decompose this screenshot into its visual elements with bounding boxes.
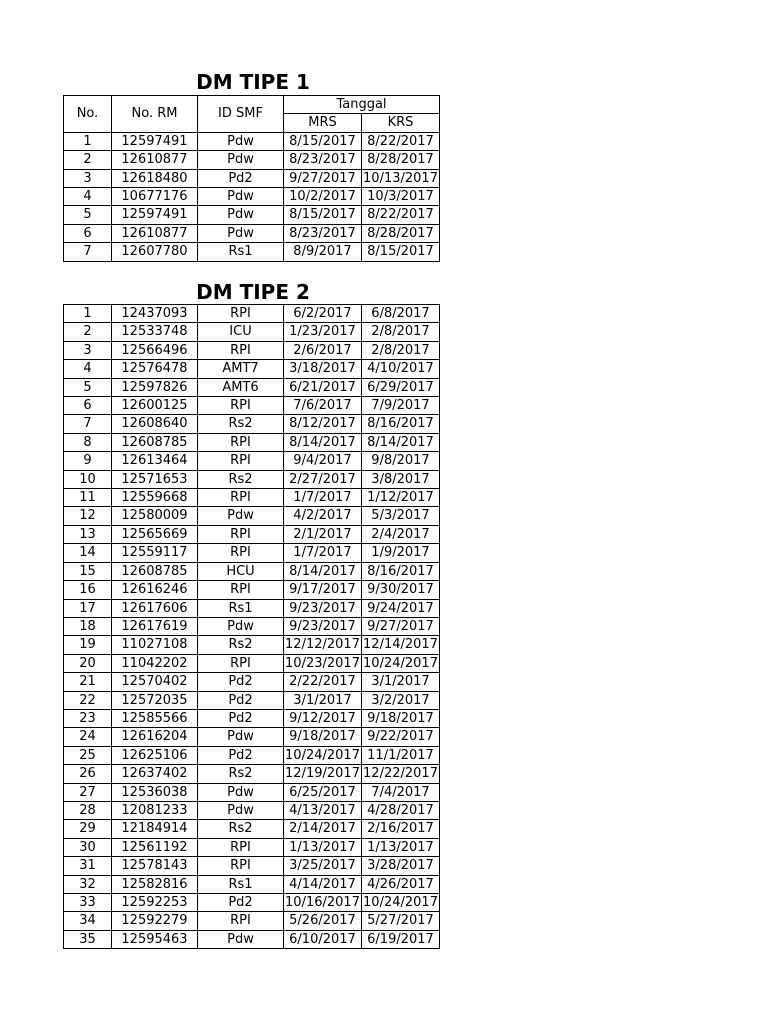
cell-krs: 10/13/2017 <box>363 170 438 186</box>
cell-id-smf: RPI <box>198 305 284 323</box>
cell-mrs: 1/13/2017 <box>284 838 362 856</box>
cell-no-rm: 12637402 <box>112 765 198 783</box>
cell-id-smf: Pdw <box>198 783 284 801</box>
cell-krs: 12/22/2017 <box>363 766 438 782</box>
cell-no-rm: 12565669 <box>112 525 198 543</box>
cell-no-rm: 12578143 <box>112 857 198 875</box>
cell-mrs: 9/17/2017 <box>284 581 362 599</box>
cell-no-rm: 12536038 <box>112 783 198 801</box>
table-row <box>64 433 440 451</box>
cell-id-smf: Rs2 <box>198 820 284 838</box>
cell-no: 1 <box>64 132 112 150</box>
cell-id-smf: AMT7 <box>198 360 284 378</box>
cell-no-rm: 12184914 <box>112 820 198 838</box>
cell-id-smf: RPI <box>198 838 284 856</box>
cell-no-rm: 12081233 <box>112 801 198 819</box>
cell-mrs: 8/15/2017 <box>284 206 362 224</box>
table-row <box>64 206 440 224</box>
cell-krs: 8/22/2017 <box>362 206 440 224</box>
cell-mrs: 6/2/2017 <box>284 305 362 323</box>
cell-mrs: 3/18/2017 <box>284 360 362 378</box>
cell-krs: 3/28/2017 <box>362 857 440 875</box>
cell-no: 24 <box>64 728 112 746</box>
cell-krs: 2/8/2017 <box>362 323 440 341</box>
cell-no: 14 <box>64 544 112 562</box>
cell-id-smf: Rs2 <box>198 636 284 654</box>
cell-no-rm: 12616204 <box>112 728 198 746</box>
cell-id-smf: RPI <box>198 433 284 451</box>
header-krs: KRS <box>362 114 440 132</box>
cell-no-rm: 12597491 <box>112 206 198 224</box>
cell-id-smf: Pd2 <box>198 709 284 727</box>
table-row <box>64 378 440 396</box>
table-row <box>64 507 440 525</box>
cell-no: 15 <box>64 562 112 580</box>
cell-mrs: 3/1/2017 <box>284 691 362 709</box>
cell-id-smf: Rs2 <box>198 415 284 433</box>
cell-id-smf: Pdw <box>198 151 284 169</box>
cell-no: 1 <box>64 305 112 323</box>
cell-no-rm: 12571653 <box>112 470 198 488</box>
cell-krs: 9/22/2017 <box>362 728 440 746</box>
cell-id-smf: Pd2 <box>198 169 284 187</box>
cell-id-smf: RPI <box>198 581 284 599</box>
table-row <box>64 930 440 948</box>
header-no-rm: No. RM <box>112 96 198 133</box>
cell-no-rm: 12608640 <box>112 415 198 433</box>
cell-krs: 9/30/2017 <box>362 581 440 599</box>
header-no: No. <box>64 96 112 133</box>
table-row <box>64 820 440 838</box>
cell-no: 3 <box>64 169 112 187</box>
table-row <box>64 151 440 169</box>
cell-no-rm: 12625106 <box>112 746 198 764</box>
header-mrs: MRS <box>284 114 362 132</box>
cell-no-rm: 12597491 <box>112 132 198 150</box>
cell-no: 8 <box>64 433 112 451</box>
cell-id-smf: Pdw <box>198 930 284 948</box>
cell-id-smf: Rs2 <box>198 470 284 488</box>
cell-no-rm: 12608785 <box>112 562 198 580</box>
cell-no: 35 <box>64 930 112 948</box>
cell-no-rm: 12607780 <box>112 243 198 261</box>
cell-krs: 8/15/2017 <box>362 243 440 261</box>
cell-id-smf: Rs1 <box>198 599 284 617</box>
table-row <box>64 243 440 261</box>
cell-no-rm: 12608785 <box>112 433 198 451</box>
header-id-smf: ID SMF <box>198 96 284 133</box>
cell-mrs: 12/19/2017 <box>285 766 360 782</box>
cell-no: 5 <box>64 206 112 224</box>
cell-no-rm: 12572035 <box>112 691 198 709</box>
cell-mrs: 10/24/2017 <box>285 747 360 763</box>
cell-no: 30 <box>64 838 112 856</box>
cell-id-smf: RPI <box>198 544 284 562</box>
cell-mrs: 5/26/2017 <box>284 912 362 930</box>
cell-id-smf: Pdw <box>198 728 284 746</box>
dm-tipe-1-table <box>63 95 440 262</box>
cell-mrs: 7/6/2017 <box>284 397 362 415</box>
cell-krs: 3/8/2017 <box>362 470 440 488</box>
cell-mrs: 9/23/2017 <box>284 599 362 617</box>
cell-mrs: 8/12/2017 <box>284 415 362 433</box>
table-row <box>64 746 440 764</box>
cell-id-smf: RPI <box>198 654 284 672</box>
cell-no: 33 <box>64 894 112 912</box>
cell-mrs: 2/14/2017 <box>284 820 362 838</box>
table-title-dm-tipe-2: DM TIPE 2 <box>196 280 310 304</box>
table-row <box>64 673 440 691</box>
cell-no: 10 <box>64 470 112 488</box>
cell-id-smf: Pdw <box>198 801 284 819</box>
cell-krs: 3/1/2017 <box>362 673 440 691</box>
table-row <box>64 397 440 415</box>
cell-krs: 8/16/2017 <box>362 415 440 433</box>
cell-id-smf: AMT6 <box>198 378 284 396</box>
cell-no: 6 <box>64 224 112 242</box>
cell-no: 21 <box>64 673 112 691</box>
cell-no-rm: 12437093 <box>112 305 198 323</box>
cell-krs: 6/19/2017 <box>362 930 440 948</box>
cell-id-smf: Pdw <box>198 206 284 224</box>
cell-mrs: 4/2/2017 <box>284 507 362 525</box>
cell-no: 16 <box>64 581 112 599</box>
cell-mrs: 2/1/2017 <box>284 525 362 543</box>
cell-id-smf: RPI <box>198 489 284 507</box>
table-row <box>64 415 440 433</box>
cell-krs: 3/2/2017 <box>362 691 440 709</box>
cell-no-rm: 12610877 <box>112 224 198 242</box>
cell-id-smf: RPI <box>198 912 284 930</box>
table-row <box>64 765 440 783</box>
cell-mrs: 10/16/2017 <box>285 895 360 910</box>
cell-mrs: 2/27/2017 <box>284 470 362 488</box>
cell-no-rm: 11042202 <box>112 654 198 672</box>
table-row <box>64 599 440 617</box>
cell-id-smf: Rs1 <box>198 243 284 261</box>
cell-no-rm: 12570402 <box>112 673 198 691</box>
cell-no-rm: 12576478 <box>112 360 198 378</box>
cell-no-rm: 12559668 <box>112 489 198 507</box>
cell-no-rm: 11027108 <box>112 636 198 654</box>
cell-no: 5 <box>64 378 112 396</box>
cell-id-smf: RPI <box>198 397 284 415</box>
table-row <box>64 894 440 912</box>
cell-krs: 1/9/2017 <box>362 544 440 562</box>
cell-no: 4 <box>64 188 112 206</box>
cell-id-smf: Pdw <box>198 188 284 206</box>
cell-mrs: 9/12/2017 <box>284 709 362 727</box>
cell-mrs: 8/9/2017 <box>284 243 362 261</box>
cell-mrs: 3/25/2017 <box>284 857 362 875</box>
cell-no-rm: 12595463 <box>112 930 198 948</box>
cell-no-rm: 12566496 <box>112 341 198 359</box>
cell-no-rm: 12592279 <box>112 912 198 930</box>
cell-no: 17 <box>64 599 112 617</box>
cell-no: 32 <box>64 875 112 893</box>
table-row <box>64 188 440 206</box>
cell-no: 31 <box>64 857 112 875</box>
cell-id-smf: Pd2 <box>198 746 284 764</box>
cell-krs: 10/24/2017 <box>363 655 438 671</box>
cell-id-smf: Pdw <box>198 132 284 150</box>
cell-mrs: 9/18/2017 <box>284 728 362 746</box>
cell-no-rm: 12597826 <box>112 378 198 396</box>
cell-no-rm: 12561192 <box>112 838 198 856</box>
cell-krs: 8/28/2017 <box>362 151 440 169</box>
cell-krs: 6/8/2017 <box>362 305 440 323</box>
cell-krs: 12/14/2017 <box>363 637 438 653</box>
cell-id-smf: Pd2 <box>198 894 284 912</box>
cell-no: 28 <box>64 801 112 819</box>
cell-id-smf: RPI <box>198 857 284 875</box>
cell-no: 9 <box>64 452 112 470</box>
table-row <box>64 305 440 323</box>
cell-krs: 2/8/2017 <box>362 341 440 359</box>
cell-krs: 7/4/2017 <box>362 783 440 801</box>
cell-id-smf: RPI <box>198 341 284 359</box>
table-row <box>64 360 440 378</box>
cell-no: 23 <box>64 709 112 727</box>
cell-no: 26 <box>64 765 112 783</box>
table-row <box>64 544 440 562</box>
cell-mrs: 1/7/2017 <box>284 544 362 562</box>
header-tanggal: Tanggal <box>284 96 440 114</box>
cell-id-smf: Pdw <box>198 617 284 635</box>
cell-no: 3 <box>64 341 112 359</box>
cell-krs: 1/12/2017 <box>362 489 440 507</box>
cell-no-rm: 12610877 <box>112 151 198 169</box>
table-row <box>64 470 440 488</box>
cell-krs: 4/28/2017 <box>362 801 440 819</box>
table-row <box>64 654 440 672</box>
cell-id-smf: Pdw <box>198 507 284 525</box>
cell-no: 34 <box>64 912 112 930</box>
cell-krs: 9/27/2017 <box>362 617 440 635</box>
table-row <box>64 838 440 856</box>
cell-no: 29 <box>64 820 112 838</box>
dm-tipe-2-table <box>63 304 440 949</box>
table-row <box>64 636 440 654</box>
cell-mrs: 8/14/2017 <box>284 562 362 580</box>
table-row <box>64 617 440 635</box>
cell-id-smf: Pdw <box>198 224 284 242</box>
cell-no-rm: 12616246 <box>112 581 198 599</box>
cell-krs: 8/28/2017 <box>362 224 440 242</box>
cell-krs: 4/26/2017 <box>362 875 440 893</box>
cell-krs: 10/3/2017 <box>362 188 440 206</box>
cell-no-rm: 12559117 <box>112 544 198 562</box>
cell-no: 7 <box>64 415 112 433</box>
cell-mrs: 6/25/2017 <box>284 783 362 801</box>
cell-mrs: 9/23/2017 <box>284 617 362 635</box>
cell-mrs: 1/7/2017 <box>284 489 362 507</box>
cell-no: 27 <box>64 783 112 801</box>
cell-mrs: 8/14/2017 <box>284 433 362 451</box>
cell-no-rm: 12580009 <box>112 507 198 525</box>
cell-no: 2 <box>64 323 112 341</box>
table-row <box>64 728 440 746</box>
table-row <box>64 224 440 242</box>
table-row <box>64 323 440 341</box>
cell-krs: 8/16/2017 <box>362 562 440 580</box>
cell-mrs: 6/10/2017 <box>284 930 362 948</box>
cell-krs: 9/8/2017 <box>362 452 440 470</box>
table-row <box>64 875 440 893</box>
cell-no-rm: 12600125 <box>112 397 198 415</box>
cell-no-rm: 12613464 <box>112 452 198 470</box>
cell-krs: 2/4/2017 <box>362 525 440 543</box>
cell-mrs: 8/23/2017 <box>284 151 362 169</box>
cell-no: 13 <box>64 525 112 543</box>
cell-krs: 9/18/2017 <box>362 709 440 727</box>
cell-no: 7 <box>64 243 112 261</box>
cell-krs: 1/13/2017 <box>362 838 440 856</box>
cell-mrs: 9/27/2017 <box>284 169 362 187</box>
cell-no-rm: 12585566 <box>112 709 198 727</box>
cell-krs: 5/3/2017 <box>362 507 440 525</box>
cell-mrs: 10/2/2017 <box>284 188 362 206</box>
cell-no: 22 <box>64 691 112 709</box>
cell-no: 11 <box>64 489 112 507</box>
cell-no-rm: 12617606 <box>112 599 198 617</box>
cell-mrs: 4/13/2017 <box>284 801 362 819</box>
cell-krs: 6/29/2017 <box>362 378 440 396</box>
cell-mrs: 8/15/2017 <box>284 132 362 150</box>
cell-krs: 5/27/2017 <box>362 912 440 930</box>
cell-mrs: 12/12/2017 <box>285 637 360 653</box>
table-row <box>64 783 440 801</box>
cell-mrs: 6/21/2017 <box>284 378 362 396</box>
table-row <box>64 132 440 150</box>
cell-id-smf: Rs2 <box>198 765 284 783</box>
cell-id-smf: RPI <box>198 525 284 543</box>
cell-krs: 7/9/2017 <box>362 397 440 415</box>
cell-krs: 10/24/2017 <box>363 895 438 910</box>
cell-no: 2 <box>64 151 112 169</box>
table-row <box>64 525 440 543</box>
table-row <box>64 452 440 470</box>
cell-krs: 8/22/2017 <box>362 132 440 150</box>
cell-krs: 9/24/2017 <box>362 599 440 617</box>
cell-mrs: 9/4/2017 <box>284 452 362 470</box>
cell-no: 25 <box>64 746 112 764</box>
cell-id-smf: Rs1 <box>198 875 284 893</box>
table-row <box>64 341 440 359</box>
table-row <box>64 169 440 187</box>
cell-no: 18 <box>64 617 112 635</box>
table-row <box>64 801 440 819</box>
cell-mrs: 2/6/2017 <box>284 341 362 359</box>
cell-id-smf: HCU <box>198 562 284 580</box>
cell-no-rm: 12533748 <box>112 323 198 341</box>
table-row <box>64 709 440 727</box>
table-row <box>64 912 440 930</box>
cell-no-rm: 12592253 <box>112 894 198 912</box>
cell-no-rm: 12617619 <box>112 617 198 635</box>
cell-id-smf: ICU <box>198 323 284 341</box>
table-title-dm-tipe-1: DM TIPE 1 <box>196 70 310 94</box>
cell-mrs: 4/14/2017 <box>284 875 362 893</box>
table-row <box>64 857 440 875</box>
cell-no: 20 <box>64 654 112 672</box>
cell-krs: 2/16/2017 <box>362 820 440 838</box>
cell-mrs: 10/23/2017 <box>285 655 360 671</box>
cell-no: 12 <box>64 507 112 525</box>
cell-id-smf: RPI <box>198 452 284 470</box>
cell-mrs: 1/23/2017 <box>284 323 362 341</box>
cell-no-rm: 10677176 <box>112 188 198 206</box>
table-row <box>64 691 440 709</box>
cell-no: 19 <box>64 636 112 654</box>
cell-id-smf: Pd2 <box>198 673 284 691</box>
cell-no-rm: 12618480 <box>112 169 198 187</box>
cell-krs: 8/14/2017 <box>362 433 440 451</box>
cell-krs: 4/10/2017 <box>362 360 440 378</box>
cell-mrs: 8/23/2017 <box>284 224 362 242</box>
table-row <box>64 562 440 580</box>
table-row <box>64 581 440 599</box>
cell-no: 6 <box>64 397 112 415</box>
cell-id-smf: Pd2 <box>198 691 284 709</box>
cell-no-rm: 12582816 <box>112 875 198 893</box>
cell-krs: 11/1/2017 <box>362 746 440 764</box>
cell-mrs: 2/22/2017 <box>284 673 362 691</box>
cell-no: 4 <box>64 360 112 378</box>
table-row <box>64 489 440 507</box>
